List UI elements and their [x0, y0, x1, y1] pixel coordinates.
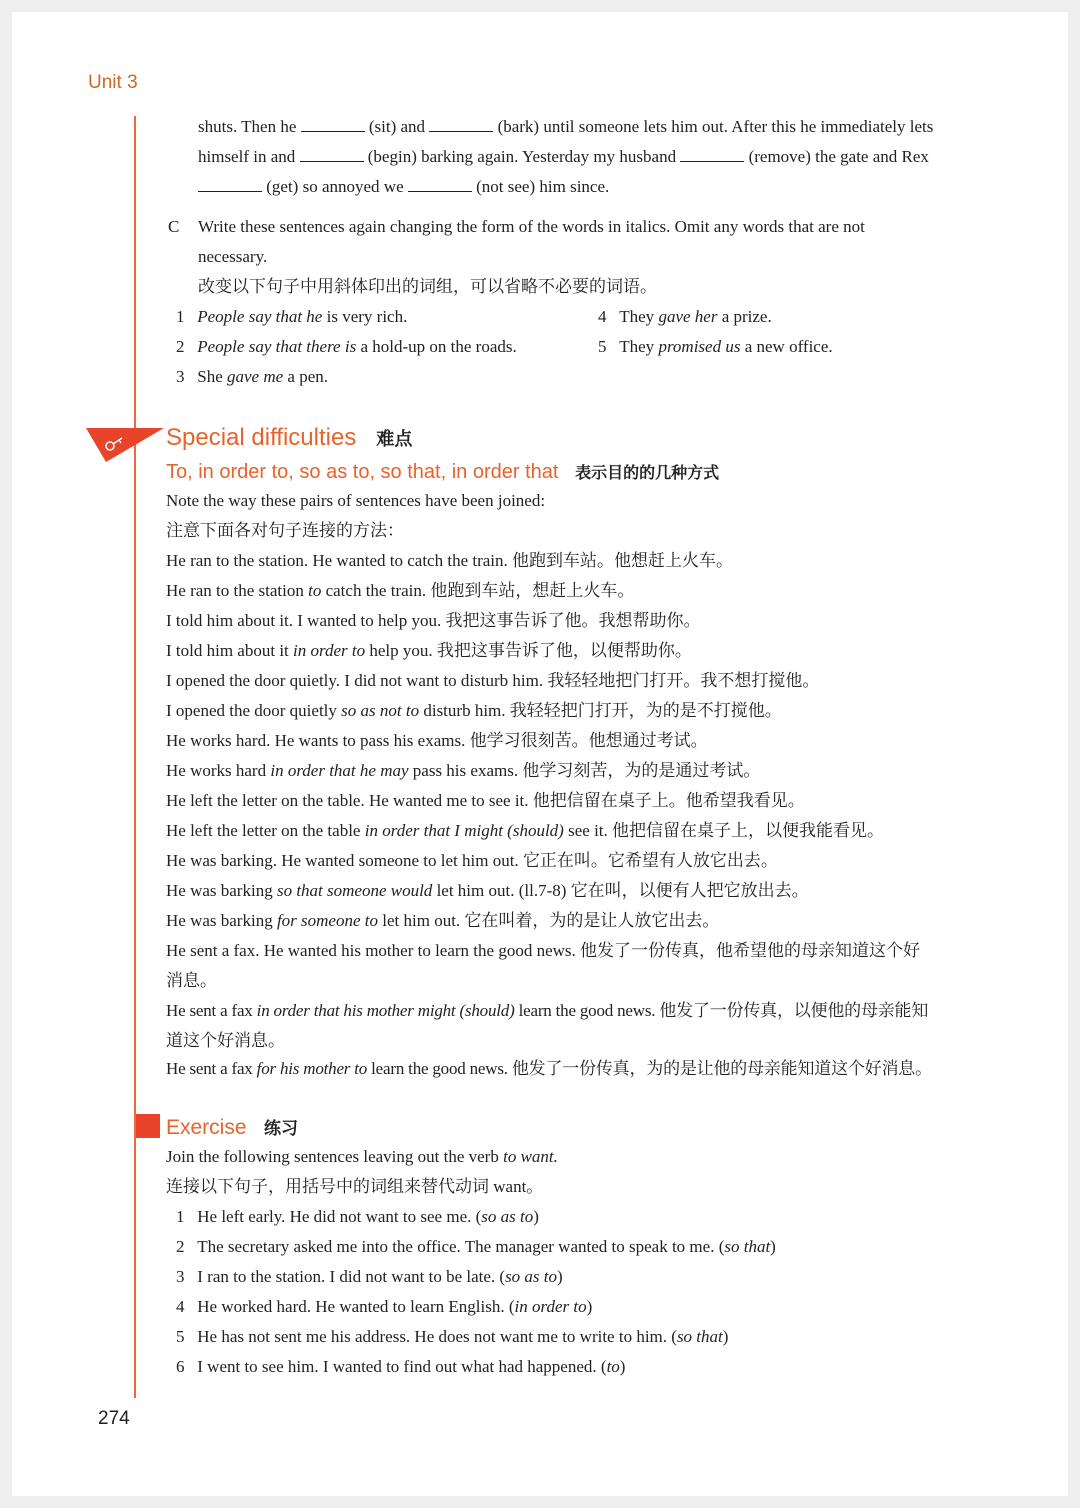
- example-line: He left the letter on the table in order that I might (should) see it. 他把信留在桌子上，以便我能看见。: [166, 821, 885, 840]
- exercise-instruction-cn: 连接以下句子，用括号中的词组来替代动词 want。: [166, 1177, 544, 1196]
- example-line: I opened the door quietly. I did not want to disturb him. 我轻轻地把门打开。我不想打搅他。: [166, 671, 820, 690]
- exercise-instruction: Join the following sentences leaving out the verb to want.: [166, 1147, 558, 1166]
- key-flag-icon: [86, 424, 168, 466]
- page-number: 274: [98, 1408, 130, 1429]
- exercise-item: 3 I ran to the station. I did not want to be late. (so as to): [176, 1267, 563, 1286]
- answer-blank: [408, 177, 472, 192]
- example-line: He sent a fax for his mother to learn the good news. 他发了一份传真，为的是让他的母亲能知道这个好消息。: [166, 1059, 932, 1078]
- answer-blank: [680, 147, 744, 162]
- example-line: He ran to the station. He wanted to catch the train. 他跑到车站。他想赶上火车。: [166, 551, 734, 570]
- section-c-instruction-2: necessary.: [198, 247, 268, 266]
- answer-blank: [300, 147, 364, 162]
- example-line: I opened the door quietly so as not to disturb him. 我轻轻把门打开，为的是不打搅他。: [166, 701, 782, 720]
- unit-label: Unit 3: [88, 72, 138, 93]
- exercise-title: Exercise 练习: [166, 1116, 299, 1139]
- fill-line-2: himself in and (begin) barking again. Yesterday my husband (remove) the gate and Rex: [198, 147, 929, 166]
- example-line: I told him about it. I wanted to help you. 我把这事告诉了他。我想帮助你。: [166, 611, 701, 630]
- special-title: Special difficulties 难点: [166, 424, 413, 451]
- example-line: He was barking. He wanted someone to let him out. 它正在叫。它希望有人放它出去。: [166, 851, 778, 870]
- exercise-item: 4 He worked hard. He wanted to learn English. (in order to): [176, 1297, 593, 1316]
- exercise-item: 1 He left early. He did not want to see me. (so as to): [176, 1207, 539, 1226]
- c-item-5: 5 They promised us a new office.: [598, 337, 833, 356]
- example-line: He works hard. He wants to pass his exams. 他学习很刻苦。他想通过考试。: [166, 731, 708, 750]
- example-line: He left the letter on the table. He wanted me to see it. 他把信留在桌子上。他希望我看见。: [166, 791, 805, 810]
- exercise-item: 5 He has not sent me his address. He does not want me to write to him. (so that): [176, 1327, 729, 1346]
- special-subtitle: To, in order to, so as to, so that, in order that 表示目的的几种方式: [166, 461, 720, 483]
- example-line: He was barking so that someone would let him out. (ll.7-8) 它在叫，以便有人把它放出去。: [166, 881, 809, 900]
- answer-blank: [198, 177, 262, 192]
- margin-rule: [134, 116, 136, 1398]
- fill-line-1: shuts. Then he (sit) and (bark) until someone lets him out. After this he immediately lets: [198, 117, 934, 136]
- example-line: He ran to the station to catch the train. 他跑到车站，想赶上火车。: [166, 581, 635, 600]
- example-line: He sent a fax. He wanted his mother to learn the good news. 他发了一份传真，他希望他的母亲知道这个好: [166, 941, 921, 960]
- example-line: 道这个好消息。: [166, 1031, 285, 1050]
- c-item-2: 2 People say that there is a hold-up on the roads.: [176, 337, 517, 356]
- example-line: He was barking for someone to let him out. 它在叫着，为的是让人放它出去。: [166, 911, 720, 930]
- fill-line-3: (get) so annoyed we (not see) him since.: [198, 176, 609, 198]
- section-c-instruction-cn: 改变以下句子中用斜体印出的词组，可以省略不必要的词语。: [198, 277, 657, 296]
- section-c-instruction: Write these sentences again changing the form of the words in italics. Omit any words that are not: [198, 217, 865, 236]
- answer-blank: [429, 117, 493, 132]
- example-line: He works hard in order that he may pass his exams. 他学习刻苦，为的是通过考试。: [166, 761, 761, 780]
- special-note-cn: 注意下面各对句子连接的方法：: [166, 521, 404, 540]
- example-line: He sent a fax in order that his mother might (should) learn the good news. 他发了一份传真，以便他的母亲能知: [166, 1001, 929, 1020]
- c-item-3: 3 She gave me a pen.: [176, 367, 329, 386]
- c-item-4: 4 They gave her a prize.: [598, 307, 772, 326]
- section-c-letter: C: [168, 217, 180, 236]
- example-line: 消息。: [166, 971, 217, 990]
- exercise-item: 6 I went to see him. I wanted to find out what had happened. (to): [176, 1357, 626, 1376]
- exercise-item: 2 The secretary asked me into the office. The manager wanted to speak to me. (so that): [176, 1237, 776, 1256]
- square-marker-icon: [136, 1114, 160, 1138]
- special-note: Note the way these pairs of sentences have been joined:: [166, 491, 546, 510]
- c-item-1: 1 People say that he is very rich.: [176, 307, 408, 326]
- answer-blank: [301, 117, 365, 132]
- example-line: I told him about it in order to help you. 我把这事告诉了他，以便帮助你。: [166, 641, 692, 660]
